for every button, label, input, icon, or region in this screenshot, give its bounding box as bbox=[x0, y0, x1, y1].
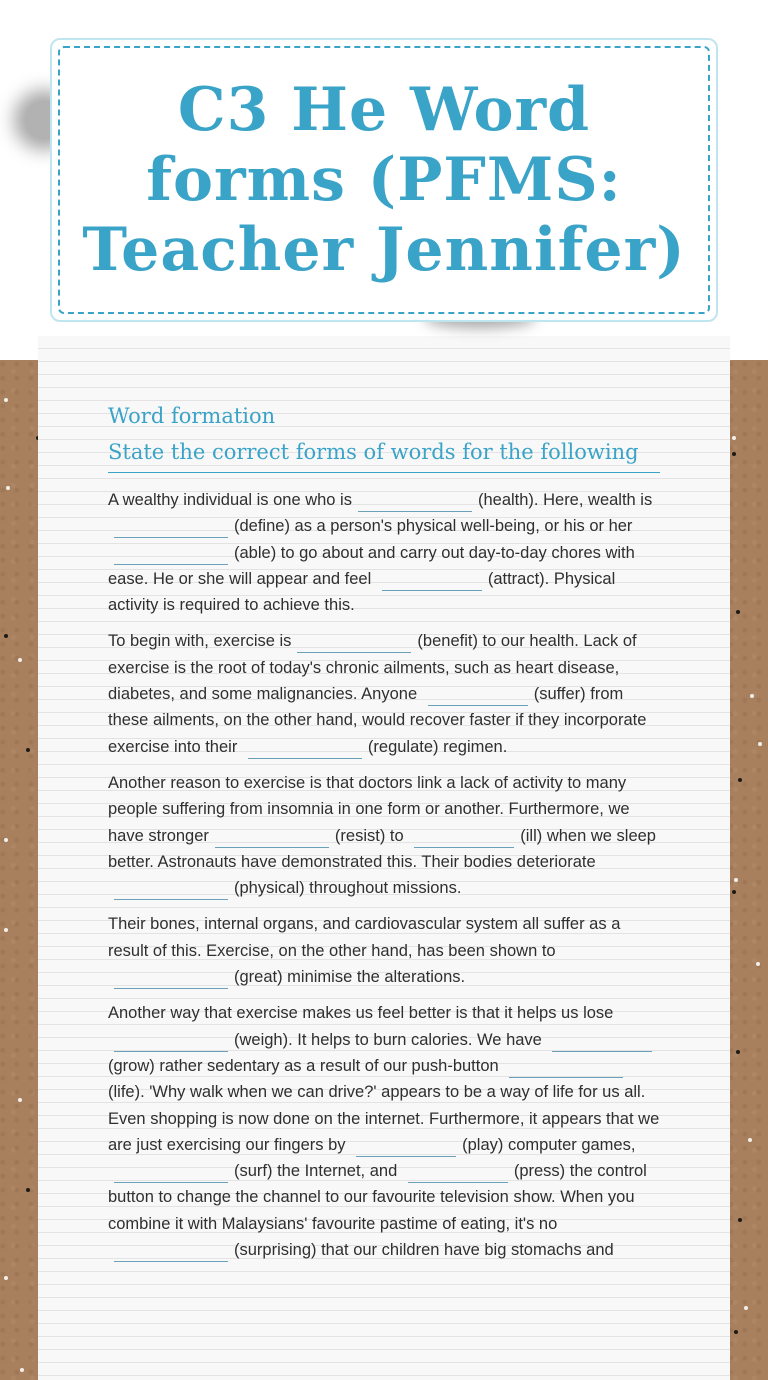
passage-text: A wealthy individual is one who is bbox=[108, 491, 352, 509]
answer-blank-surprising[interactable] bbox=[114, 1243, 228, 1262]
cork-speck bbox=[748, 1138, 752, 1142]
answer-blank-press[interactable] bbox=[408, 1164, 508, 1183]
cork-speck bbox=[744, 1306, 748, 1310]
cork-speck bbox=[26, 1188, 30, 1192]
word-hint: (attract). Physical activity is required to achieve this. bbox=[108, 569, 616, 615]
cork-speck bbox=[734, 1330, 738, 1334]
answer-blank-attract[interactable] bbox=[382, 572, 482, 591]
passage-paragraph bbox=[108, 1000, 660, 1263]
cork-speck bbox=[732, 436, 736, 440]
answer-blank-play[interactable] bbox=[356, 1138, 456, 1157]
cork-speck bbox=[18, 658, 22, 662]
answer-blank-suffer[interactable] bbox=[428, 687, 528, 706]
cork-speck bbox=[26, 748, 30, 752]
passage-text: To begin with, exercise is bbox=[108, 632, 292, 651]
passage-paragraph bbox=[108, 487, 660, 618]
passage-paragraph bbox=[108, 770, 660, 901]
heading-divider bbox=[108, 472, 660, 473]
cork-speck bbox=[756, 962, 760, 966]
answer-blank-benefit[interactable] bbox=[297, 634, 411, 653]
word-hint: (press) the control button to change the channel to our favourite television show. When you combine it with Malaysians' favourite pastime of eating, it's no bbox=[108, 1162, 647, 1233]
answer-blank-able[interactable] bbox=[114, 546, 228, 565]
word-hint: (weigh). It helps to burn calories. We have bbox=[234, 1030, 547, 1049]
word-hint: (define) as a person's physical well-being, bbox=[234, 517, 545, 536]
cork-speck bbox=[734, 878, 738, 882]
answer-blank-ill[interactable] bbox=[414, 829, 514, 848]
cork-speck bbox=[738, 1218, 742, 1222]
cork-speck bbox=[4, 928, 8, 932]
worksheet-content bbox=[108, 402, 660, 1273]
word-hint: (physical) throughout missions. bbox=[234, 879, 462, 898]
passage-paragraph bbox=[108, 911, 660, 990]
answer-blank-health[interactable] bbox=[358, 493, 472, 512]
cork-speck bbox=[736, 1050, 740, 1054]
answer-blank-weigh[interactable] bbox=[114, 1033, 228, 1052]
cork-speck bbox=[758, 742, 762, 746]
answer-blank-surf[interactable] bbox=[114, 1164, 228, 1183]
word-hint: (surprising) that our children have big stomachs and bbox=[234, 1241, 614, 1260]
cork-speck bbox=[4, 634, 8, 638]
title-card-border bbox=[58, 46, 710, 314]
cork-speck bbox=[4, 838, 8, 842]
answer-blank-life[interactable] bbox=[509, 1059, 623, 1078]
cork-speck bbox=[732, 890, 736, 894]
word-hint: (great) minimise the alterations. bbox=[234, 968, 466, 987]
title-card bbox=[50, 38, 718, 322]
cork-speck bbox=[750, 694, 754, 698]
passage-text: Another way that exercise makes us feel better is that it helps us lose bbox=[108, 1004, 614, 1023]
answer-blank-grow[interactable] bbox=[552, 1033, 652, 1052]
cork-speck bbox=[4, 1276, 8, 1280]
answer-blank-resist[interactable] bbox=[215, 829, 329, 848]
section-heading: Word formation bbox=[108, 404, 276, 428]
passage-text: wealth is bbox=[588, 491, 653, 509]
answer-blank-define[interactable] bbox=[114, 519, 228, 538]
cork-speck bbox=[4, 398, 8, 402]
worksheet-title: C3 He Word forms (PFMS: Teacher Jennifer) bbox=[82, 75, 686, 285]
passage-paragraph bbox=[108, 628, 660, 759]
cork-speck bbox=[732, 452, 736, 456]
passage-text: Their bones, internal organs, and cardiovascular system all suffer as a result of this. Exercise, on the other hand, has been shown to bbox=[108, 915, 621, 960]
word-hint: (life). 'Why walk when we can drive?' appears to be a way of life for us all. Even shopping is now done on the internet. Furthermore, it appears that we are just exercising our fingers by bbox=[108, 1083, 660, 1154]
cork-speck bbox=[736, 610, 740, 614]
word-hint: (play) computer games, bbox=[462, 1135, 636, 1154]
answer-blank-regulate[interactable] bbox=[248, 740, 362, 759]
answer-blank-great[interactable] bbox=[114, 970, 228, 989]
instruction-heading: State the correct forms of words for the following bbox=[108, 440, 639, 464]
word-hint: (able) to go about and carry out day-to-day chores with ease. He or she will appear and feel bbox=[108, 543, 635, 588]
passage-text: Another reason to exercise is that doctors link a lack of activity to many people suffering from insomnia in one form or another. Furthermore, we have stronger bbox=[108, 773, 630, 845]
cork-speck bbox=[20, 1368, 24, 1372]
cork-speck bbox=[738, 778, 742, 782]
word-hint: (suffer) from these ailments, on the other hand, would recover faster if they incorporate exercise into their bbox=[108, 685, 647, 756]
cork-speck bbox=[6, 486, 10, 490]
cork-speck bbox=[18, 1098, 22, 1102]
word-hint: (ill) when we sleep better. Astronauts have demonstrated this. Their bodies deteriorate bbox=[108, 826, 656, 871]
word-hint: (grow) rather sedentary as a result of our push-button bbox=[108, 1056, 504, 1075]
passage bbox=[108, 487, 660, 1263]
word-hint: (regulate) regimen. bbox=[367, 737, 508, 756]
word-hint: (resist) to bbox=[334, 826, 409, 845]
word-hint: (health). Here, bbox=[477, 491, 589, 509]
word-hint: (benefit) to our health. Lack of exercise is the root of today's chronic ailments, such as heart disease, diabetes, and some malignancies. Anyone bbox=[108, 632, 637, 704]
answer-blank-physical[interactable] bbox=[114, 881, 228, 900]
passage-text: or his or her bbox=[544, 517, 633, 536]
word-hint: (surf) the Internet, and bbox=[234, 1162, 402, 1181]
